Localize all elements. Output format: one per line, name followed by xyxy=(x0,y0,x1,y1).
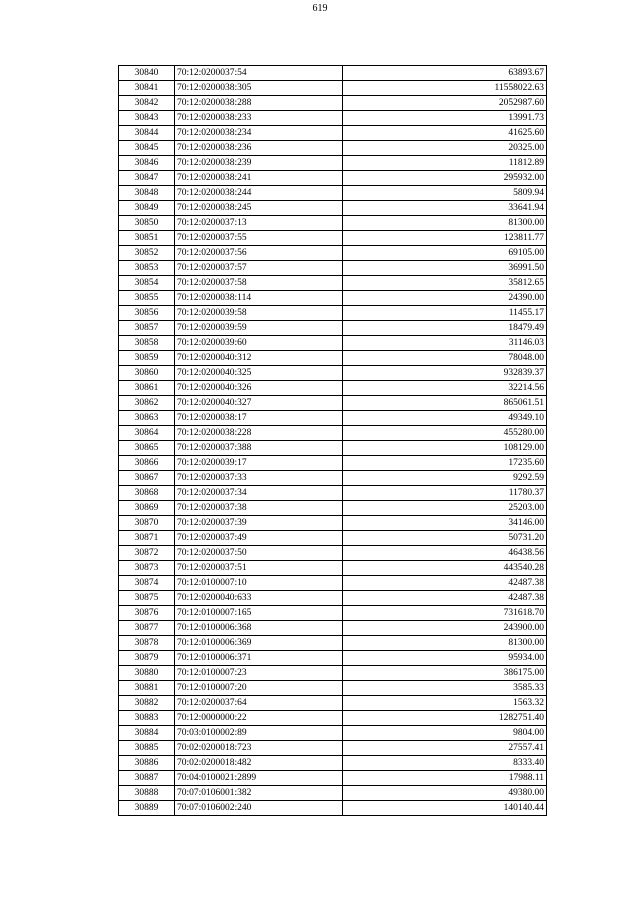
cadastral-number-cell: 70:12:0200037:39 xyxy=(175,516,343,531)
row-number-cell: 30853 xyxy=(119,261,175,276)
cadastral-value-cell: 731618.70 xyxy=(343,606,547,621)
cadastral-value-cell: 95934.00 xyxy=(343,651,547,666)
cadastral-number-cell: 70:02:0200018:482 xyxy=(175,756,343,771)
cadastral-value-cell: 18479.49 xyxy=(343,321,547,336)
table-row xyxy=(119,306,547,321)
cadastral-value-cell: 11558022.63 xyxy=(343,81,547,96)
cadastral-value-cell: 49380.00 xyxy=(343,786,547,801)
cadastral-number-cell: 70:12:0200037:56 xyxy=(175,246,343,261)
table-row xyxy=(119,351,547,366)
table-row xyxy=(119,441,547,456)
row-number-cell: 30848 xyxy=(119,186,175,201)
cadastral-value-cell: 8333.40 xyxy=(343,756,547,771)
cadastral-number-cell: 70:07:0106001:382 xyxy=(175,786,343,801)
cadastral-value-cell: 32214.56 xyxy=(343,381,547,396)
table-row xyxy=(119,501,547,516)
row-number-cell: 30840 xyxy=(119,66,175,81)
table-row xyxy=(119,621,547,636)
table-row xyxy=(119,651,547,666)
table-row xyxy=(119,126,547,141)
table-row xyxy=(119,711,547,726)
table-row xyxy=(119,636,547,651)
cadastral-number-cell: 70:12:0200037:54 xyxy=(175,66,343,81)
table-row xyxy=(119,366,547,381)
row-number-cell: 30880 xyxy=(119,666,175,681)
cadastral-value-cell: 63893.67 xyxy=(343,66,547,81)
cadastral-value-cell: 2052987.60 xyxy=(343,96,547,111)
cadastral-number-cell: 70:12:0200039:59 xyxy=(175,321,343,336)
row-number-cell: 30869 xyxy=(119,501,175,516)
table-row xyxy=(119,486,547,501)
table-row xyxy=(119,276,547,291)
cadastral-number-cell: 70:12:0100006:369 xyxy=(175,636,343,651)
cadastral-value-cell: 49349.10 xyxy=(343,411,547,426)
cadastral-number-cell: 70:12:0200040:325 xyxy=(175,366,343,381)
row-number-cell: 30879 xyxy=(119,651,175,666)
row-number-cell: 30851 xyxy=(119,231,175,246)
table-row xyxy=(119,321,547,336)
cadastral-value-cell: 1282751.40 xyxy=(343,711,547,726)
table-row xyxy=(119,411,547,426)
row-number-cell: 30877 xyxy=(119,621,175,636)
cadastral-number-cell: 70:12:0200038:305 xyxy=(175,81,343,96)
cadastral-value-cell: 81300.00 xyxy=(343,216,547,231)
table-row xyxy=(119,246,547,261)
table-row xyxy=(119,231,547,246)
cadastral-number-cell: 70:12:0200038:236 xyxy=(175,141,343,156)
cadastral-value-cell: 33641.94 xyxy=(343,201,547,216)
cadastral-value-cell: 24390.00 xyxy=(343,291,547,306)
cadastral-value-cell: 9292.59 xyxy=(343,471,547,486)
table-row xyxy=(119,396,547,411)
row-number-cell: 30881 xyxy=(119,681,175,696)
cadastral-value-cell: 865061.51 xyxy=(343,396,547,411)
cadastral-number-cell: 70:12:0200037:33 xyxy=(175,471,343,486)
cadastral-value-cell: 123811.77 xyxy=(343,231,547,246)
row-number-cell: 30863 xyxy=(119,411,175,426)
row-number-cell: 30844 xyxy=(119,126,175,141)
row-number-cell: 30843 xyxy=(119,111,175,126)
cadastral-value-cell: 295932.00 xyxy=(343,171,547,186)
table-row xyxy=(119,771,547,786)
cadastral-value-cell: 50731.20 xyxy=(343,531,547,546)
row-number-cell: 30866 xyxy=(119,456,175,471)
cadastral-value-table xyxy=(118,65,547,816)
row-number-cell: 30861 xyxy=(119,381,175,396)
cadastral-number-cell: 70:12:0200037:51 xyxy=(175,561,343,576)
table-row xyxy=(119,516,547,531)
cadastral-number-cell: 70:12:0200037:34 xyxy=(175,486,343,501)
cadastral-number-cell: 70:12:0200037:55 xyxy=(175,231,343,246)
cadastral-number-cell: 70:12:0200038:239 xyxy=(175,156,343,171)
cadastral-number-cell: 70:12:0200037:64 xyxy=(175,696,343,711)
cadastral-number-cell: 70:12:0200038:228 xyxy=(175,426,343,441)
cadastral-value-cell: 13991.73 xyxy=(343,111,547,126)
table-row xyxy=(119,201,547,216)
cadastral-value-cell: 9804.00 xyxy=(343,726,547,741)
row-number-cell: 30859 xyxy=(119,351,175,366)
table-row xyxy=(119,606,547,621)
table-row xyxy=(119,426,547,441)
cadastral-number-cell: 70:12:0200040:327 xyxy=(175,396,343,411)
cadastral-number-cell: 70:12:0200038:233 xyxy=(175,111,343,126)
table-row xyxy=(119,216,547,231)
table-row xyxy=(119,741,547,756)
cadastral-number-cell: 70:12:0200038:244 xyxy=(175,186,343,201)
table-row xyxy=(119,801,547,816)
row-number-cell: 30862 xyxy=(119,396,175,411)
row-number-cell: 30883 xyxy=(119,711,175,726)
cadastral-value-cell: 41625.60 xyxy=(343,126,547,141)
cadastral-number-cell: 70:12:0200038:114 xyxy=(175,291,343,306)
cadastral-number-cell: 70:02:0200018:723 xyxy=(175,741,343,756)
cadastral-value-cell: 78048.00 xyxy=(343,351,547,366)
cadastral-value-cell: 31146.03 xyxy=(343,336,547,351)
row-number-cell: 30846 xyxy=(119,156,175,171)
cadastral-number-cell: 70:12:0200037:58 xyxy=(175,276,343,291)
table-row xyxy=(119,456,547,471)
cadastral-value-cell: 46438.56 xyxy=(343,546,547,561)
row-number-cell: 30875 xyxy=(119,591,175,606)
table-row xyxy=(119,756,547,771)
table-row xyxy=(119,156,547,171)
table-row xyxy=(119,141,547,156)
cadastral-number-cell: 70:12:0200038:288 xyxy=(175,96,343,111)
cadastral-value-cell: 11455.17 xyxy=(343,306,547,321)
table-row xyxy=(119,546,547,561)
row-number-cell: 30885 xyxy=(119,741,175,756)
table-row xyxy=(119,681,547,696)
cadastral-value-cell: 42487.38 xyxy=(343,576,547,591)
cadastral-number-cell: 70:07:0106002:240 xyxy=(175,801,343,816)
cadastral-number-cell: 70:12:0100007:165 xyxy=(175,606,343,621)
table-row xyxy=(119,336,547,351)
row-number-cell: 30855 xyxy=(119,291,175,306)
table-row xyxy=(119,531,547,546)
row-number-cell: 30847 xyxy=(119,171,175,186)
row-number-cell: 30878 xyxy=(119,636,175,651)
cadastral-number-cell: 70:12:0200037:57 xyxy=(175,261,343,276)
row-number-cell: 30868 xyxy=(119,486,175,501)
table-body xyxy=(119,66,547,816)
row-number-cell: 30845 xyxy=(119,141,175,156)
cadastral-value-cell: 932839.37 xyxy=(343,366,547,381)
table-row xyxy=(119,111,547,126)
cadastral-number-cell: 70:12:0200040:312 xyxy=(175,351,343,366)
cadastral-number-cell: 70:12:0100007:20 xyxy=(175,681,343,696)
row-number-cell: 30884 xyxy=(119,726,175,741)
row-number-cell: 30870 xyxy=(119,516,175,531)
table-row xyxy=(119,576,547,591)
row-number-cell: 30882 xyxy=(119,696,175,711)
cadastral-number-cell: 70:12:0200038:17 xyxy=(175,411,343,426)
table-row xyxy=(119,561,547,576)
cadastral-value-cell: 69105.00 xyxy=(343,246,547,261)
cadastral-number-cell: 70:12:0200040:326 xyxy=(175,381,343,396)
cadastral-number-cell: 70:12:0200040:633 xyxy=(175,591,343,606)
row-number-cell: 30872 xyxy=(119,546,175,561)
table-row xyxy=(119,786,547,801)
cadastral-number-cell: 70:12:0200037:38 xyxy=(175,501,343,516)
table-row xyxy=(119,81,547,96)
table-row xyxy=(119,666,547,681)
cadastral-value-cell: 17988.11 xyxy=(343,771,547,786)
cadastral-number-cell: 70:12:0200039:60 xyxy=(175,336,343,351)
row-number-cell: 30886 xyxy=(119,756,175,771)
cadastral-value-cell: 3585.33 xyxy=(343,681,547,696)
cadastral-number-cell: 70:12:0100006:371 xyxy=(175,651,343,666)
cadastral-number-cell: 70:12:0200039:58 xyxy=(175,306,343,321)
cadastral-number-cell: 70:12:0200037:50 xyxy=(175,546,343,561)
cadastral-value-cell: 386175.00 xyxy=(343,666,547,681)
cadastral-number-cell: 70:12:0200037:49 xyxy=(175,531,343,546)
cadastral-value-cell: 443540.28 xyxy=(343,561,547,576)
cadastral-value-cell: 243900.00 xyxy=(343,621,547,636)
cadastral-value-cell: 108129.00 xyxy=(343,441,547,456)
cadastral-value-cell: 81300.00 xyxy=(343,636,547,651)
cadastral-value-cell: 11812.89 xyxy=(343,156,547,171)
cadastral-value-cell: 11780.37 xyxy=(343,486,547,501)
cadastral-number-cell: 70:12:0100006:368 xyxy=(175,621,343,636)
row-number-cell: 30871 xyxy=(119,531,175,546)
row-number-cell: 30850 xyxy=(119,216,175,231)
table-row xyxy=(119,96,547,111)
cadastral-value-cell: 42487.38 xyxy=(343,591,547,606)
cadastral-number-cell: 70:12:0200038:245 xyxy=(175,201,343,216)
row-number-cell: 30852 xyxy=(119,246,175,261)
cadastral-value-cell: 17235.60 xyxy=(343,456,547,471)
cadastral-value-cell: 1563.32 xyxy=(343,696,547,711)
table-row xyxy=(119,186,547,201)
table-row xyxy=(119,381,547,396)
cadastral-value-cell: 27557.41 xyxy=(343,741,547,756)
row-number-cell: 30849 xyxy=(119,201,175,216)
row-number-cell: 30856 xyxy=(119,306,175,321)
table-row xyxy=(119,171,547,186)
row-number-cell: 30888 xyxy=(119,786,175,801)
page-number: 619 xyxy=(312,3,328,14)
table-row xyxy=(119,291,547,306)
row-number-cell: 30876 xyxy=(119,606,175,621)
cadastral-value-cell: 34146.00 xyxy=(343,516,547,531)
table-row xyxy=(119,471,547,486)
cadastral-value-cell: 25203.00 xyxy=(343,501,547,516)
cadastral-number-cell: 70:03:0100002:89 xyxy=(175,726,343,741)
row-number-cell: 30865 xyxy=(119,441,175,456)
row-number-cell: 30842 xyxy=(119,96,175,111)
cadastral-number-cell: 70:12:0000000:22 xyxy=(175,711,343,726)
cadastral-number-cell: 70:04:0100021:2899 xyxy=(175,771,343,786)
row-number-cell: 30857 xyxy=(119,321,175,336)
row-number-cell: 30887 xyxy=(119,771,175,786)
row-number-cell: 30873 xyxy=(119,561,175,576)
cadastral-value-cell: 5809.94 xyxy=(343,186,547,201)
cadastral-value-cell: 455280.00 xyxy=(343,426,547,441)
table-row xyxy=(119,696,547,711)
row-number-cell: 30854 xyxy=(119,276,175,291)
cadastral-number-cell: 70:12:0200038:241 xyxy=(175,171,343,186)
cadastral-number-cell: 70:12:0200037:388 xyxy=(175,441,343,456)
row-number-cell: 30858 xyxy=(119,336,175,351)
cadastral-number-cell: 70:12:0200037:13 xyxy=(175,216,343,231)
row-number-cell: 30841 xyxy=(119,81,175,96)
cadastral-number-cell: 70:12:0100007:10 xyxy=(175,576,343,591)
row-number-cell: 30864 xyxy=(119,426,175,441)
row-number-cell: 30889 xyxy=(119,801,175,816)
cadastral-value-cell: 20325.00 xyxy=(343,141,547,156)
table-row xyxy=(119,66,547,81)
row-number-cell: 30867 xyxy=(119,471,175,486)
table-row xyxy=(119,726,547,741)
cadastral-value-cell: 36991.50 xyxy=(343,261,547,276)
cadastral-number-cell: 70:12:0200039:17 xyxy=(175,456,343,471)
cadastral-number-cell: 70:12:0100007:23 xyxy=(175,666,343,681)
row-number-cell: 30874 xyxy=(119,576,175,591)
table-row xyxy=(119,261,547,276)
row-number-cell: 30860 xyxy=(119,366,175,381)
table-row xyxy=(119,591,547,606)
cadastral-value-cell: 35812.65 xyxy=(343,276,547,291)
cadastral-value-cell: 140140.44 xyxy=(343,801,547,816)
cadastral-number-cell: 70:12:0200038:234 xyxy=(175,126,343,141)
